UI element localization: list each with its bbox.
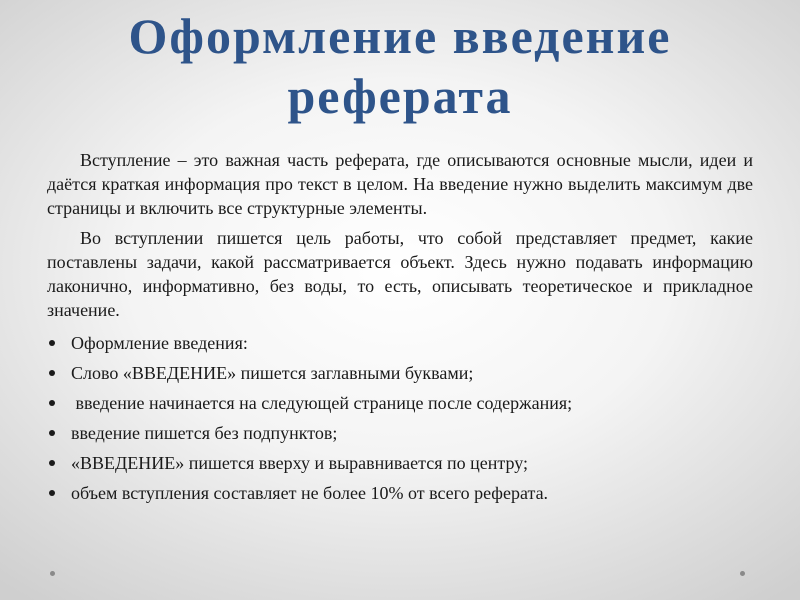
bullet-item [47,478,753,508]
decorative-dot-icon-left [50,571,55,576]
bullet-item [47,388,753,418]
bullet-item [47,448,753,478]
bullet-text: «ВВЕДЕНИЕ» пишется вверху и выравнивается по центру; [71,453,529,473]
bullet-dot-icon [49,340,55,346]
bullet-dot-icon [49,400,55,406]
bullet-text: введение пишется без подпунктов; [71,423,338,443]
bullet-text: Оформление введения: [71,333,248,353]
slide-title [0,6,800,126]
bullet-dot-icon [49,460,55,466]
slide-title-line-2: реферата [287,68,513,124]
intro-paragraph-1: Вступление – это важная часть реферата, где описываются основные мысли, идеи и даётся краткая информация про текст в целом. На введение нужно выделить максимум две страницы и включить все структурные элементы. [47,150,753,218]
intro-paragraph-2: Во вступлении пишется цель работы, что собой представляет предмет, какие поставлены задачи, какой рассматривается объект. Здесь нужно подавать информацию лаконично, информативно, без воды, то есть, описывать теоретическое и прикладное значение. [47,228,753,320]
bullet-dot-icon [49,370,55,376]
bullet-dot-icon [49,490,55,496]
bullet-item [47,328,753,358]
slide-body [47,148,753,508]
bullet-item [47,418,753,448]
bullet-list [47,328,753,508]
slide-title-line-1: Оформление введение [128,8,672,64]
bullet-dot-icon [49,430,55,436]
decorative-dot-icon-right [740,571,745,576]
bullet-text: Слово «ВВЕДЕНИЕ» пишется заглавными буквами; [71,363,474,383]
bullet-text: введение начинается на следующей странице после содержания; [71,393,573,413]
bullet-text: объем вступления составляет не более 10% от всего реферата. [71,483,549,503]
bullet-item [47,358,753,388]
